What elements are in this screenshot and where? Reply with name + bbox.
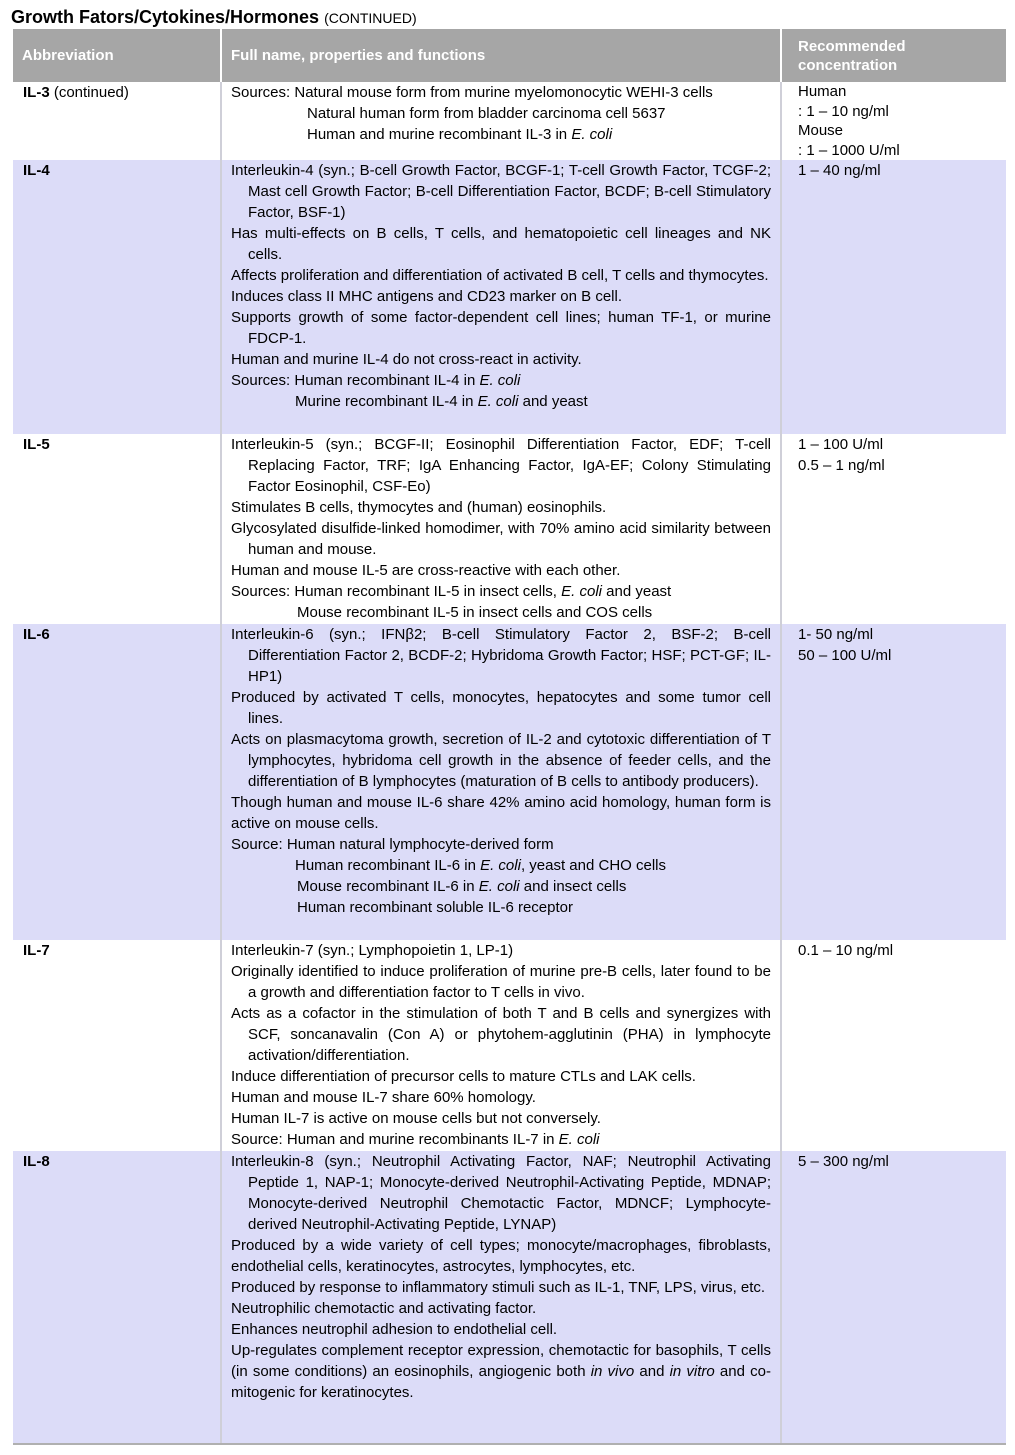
concentration-value: 0.5 – 1 ng/ml	[798, 457, 885, 474]
description-paragraph: Interleukin-6 (syn.; IFNβ2; B-cell Stimulatory Factor 2, BSF-2; B-cell Differentiation Factor 2, BCDF-2; Hybridoma Growth Factor; HSF; PCT-GF; IL-HP1)	[231, 626, 771, 685]
table-row	[13, 434, 1006, 624]
concentration-value: 0.1 – 10 ng/ml	[798, 942, 894, 959]
abbreviation: IL-3	[23, 84, 50, 101]
sources-line: Sources: Human recombinant IL-5 in insect cells, E. coli and yeast	[231, 583, 672, 600]
concentration-value: : 1 – 1000 U/ml	[798, 141, 900, 159]
description-paragraph: Interleukin-7 (syn.; Lymphopoietin 1, LP-1)	[231, 942, 514, 959]
description-cell	[221, 940, 781, 1151]
abbreviation-cell	[13, 160, 221, 434]
table-row	[13, 160, 1006, 434]
description-cell	[221, 82, 781, 160]
sources-line: Murine recombinant IL-4 in E. coli and yeast	[295, 393, 588, 410]
abbreviation-cell	[13, 940, 221, 1151]
concentration-cell	[781, 160, 1006, 434]
description-cell	[221, 1151, 781, 1445]
description-paragraph: Stimulates B cells, thymocytes and (human) eosinophils.	[231, 499, 607, 516]
description-cell	[221, 434, 781, 624]
page-title-text: Growth Fators/Cytokines/Hormones	[11, 7, 320, 27]
concentration-cell	[781, 624, 1006, 940]
sources-line: Mouse recombinant IL-6 in E. coli and insect cells	[297, 878, 627, 895]
description-cell	[221, 624, 781, 940]
description-paragraph: Induces class II MHC antigens and CD23 marker on B cell.	[231, 288, 623, 305]
description-paragraph: Human and mouse IL-7 share 60% homology.	[231, 1089, 536, 1106]
concentration-cell	[781, 940, 1006, 1151]
description-paragraph: Enhances neutrophil adhesion to endothelial cell.	[231, 1321, 558, 1338]
description-paragraph: Produced by activated T cells, monocytes, hepatocytes and some tumor cell lines.	[231, 689, 771, 727]
description-paragraph: Induce differentiation of precursor cells to mature CTLs and LAK cells.	[231, 1068, 696, 1085]
abbreviation: IL-5	[23, 436, 50, 453]
sources-line: Sources: Human recombinant IL-4 in E. coli	[231, 372, 521, 389]
description-paragraph: Human and mouse IL-5 are cross-reactive with each other.	[231, 562, 621, 579]
sources-line: Natural human form from bladder carcinoma cell 5637	[307, 105, 666, 122]
description-paragraph: Supports growth of some factor-dependent cell lines; human TF-1, or murine FDCP-1.	[231, 309, 771, 347]
abbreviation-cell	[13, 82, 221, 160]
concentration-value: 5 – 300 ng/ml	[798, 1153, 889, 1170]
page-title	[11, 6, 417, 29]
description-paragraph: Affects proliferation and differentiation of activated B cell, T cells and thymocytes.	[231, 267, 769, 284]
concentration-value: Mouse	[798, 122, 844, 139]
header-abbreviation: Abbreviation	[13, 29, 221, 82]
description-paragraph: Glycosylated disulfide-linked homodimer, with 70% amino acid similarity between human and mouse.	[231, 520, 771, 558]
concentration-value: Human	[798, 83, 847, 100]
description-paragraph: Has multi-effects on B cells, T cells, and hematopoietic cell lineages and NK cells.	[231, 225, 771, 263]
concentration-value: 1 – 100 U/ml	[798, 436, 884, 453]
description-paragraph: Acts as a cofactor in the stimulation of both T and B cells and synergizes with SCF, soncanavalin (Con A) or phytohem-agglutinin (PHA) in lymphocyte activation/differentiation.	[231, 1005, 771, 1064]
abbreviation: IL-7	[23, 942, 50, 959]
abbreviation-cell	[13, 434, 221, 624]
concentration-value: 1- 50 ng/ml	[798, 626, 874, 643]
concentration-value: 50 – 100 U/ml	[798, 647, 892, 664]
concentration-value: : 1 – 10 ng/ml	[798, 102, 889, 120]
table-row	[13, 82, 1006, 160]
table-header-row	[13, 29, 1006, 82]
description-paragraph: Originally identified to induce proliferation of murine pre-B cells, later found to be a growth and differentiation factor to T cells in vivo.	[231, 963, 771, 1001]
page-title-suffix: (CONTINUED)	[324, 10, 417, 26]
abbreviation: IL-8	[23, 1153, 50, 1170]
abbreviation: IL-4	[23, 162, 50, 179]
table-row	[13, 1151, 1006, 1445]
sources-line: Human and murine recombinant IL-3 in E. coli	[307, 126, 613, 143]
table-row	[13, 940, 1006, 1151]
header-full-name: Full name, properties and functions	[221, 29, 781, 82]
description-paragraph: Interleukin-8 (syn.; Neutrophil Activating Factor, NAF; Neutrophil Activating Peptide 1, NAP-1; Monocyte-derived Neutrophil-Activating Peptide, MDNAP; Monocyte-derived Neutrophil Chemotactic Factor, MDNCF; Lymphocyte-derived Neutrophil-Activating Peptide, LYNAP)	[231, 1153, 771, 1233]
concentration-value: 1 – 40 ng/ml	[798, 162, 881, 179]
header-concentration: Recommended concentration	[781, 29, 1006, 82]
description-paragraph: Up-regulates complement receptor expression, chemotactic for basophils, T cells (in some conditions) an eosinophils, angiogenic both in vivo and in vitro and co-mitogenic for keratinocytes.	[231, 1342, 771, 1401]
sources-line: Human recombinant soluble IL-6 receptor	[297, 899, 573, 916]
table-bottom-rule	[13, 1443, 1006, 1445]
description-paragraph: Produced by a wide variety of cell types; monocyte/macrophages, fibroblasts, endothelial cells, keratinocytes, astrocytes, lymphocytes, etc.	[231, 1237, 771, 1275]
description-paragraph: Interleukin-5 (syn.; BCGF-II; Eosinophil Differentiation Factor, EDF; T-cell Replacing Factor, TRF; IgA Enhancing Factor, IgA-EF; Colony Stimulating Factor Eosinophil, CSF-Eo)	[231, 436, 771, 495]
concentration-cell	[781, 1151, 1006, 1445]
description-paragraph: Interleukin-4 (syn.; B-cell Growth Factor, BCGF-1; T-cell Growth Factor, TCGF-2; Mast cell Growth Factor; B-cell Differentiation Factor, BCDF; B-cell Stimulatory Factor, BSF-1)	[231, 162, 771, 221]
abbreviation-suffix: (continued)	[49, 84, 129, 101]
abbreviation-cell	[13, 624, 221, 940]
sources-line: Human recombinant IL-6 in E. coli, yeast and CHO cells	[295, 857, 667, 874]
cytokine-table	[13, 29, 1006, 1445]
description-paragraph: Produced by response to inflammatory stimuli such as IL-1, TNF, LPS, virus, etc.	[231, 1279, 766, 1296]
description-paragraph: Acts on plasmacytoma growth, secretion of IL-2 and cytotoxic differentiation of T lymphocytes, hybridoma cell growth in the absence of feeder cells, and the differentiation of B lymphocytes (maturation of B cells to antibody producers).	[231, 731, 771, 790]
description-paragraph: Human IL-7 is active on mouse cells but not conversely.	[231, 1110, 601, 1127]
concentration-cell	[781, 434, 1006, 624]
concentration-cell	[781, 82, 1006, 160]
description-paragraph: Human and murine IL-4 do not cross-react in activity.	[231, 351, 582, 368]
sources-line: Source: Human and murine recombinants IL-7 in E. coli	[231, 1131, 600, 1148]
description-cell	[221, 160, 781, 434]
description-paragraph: Though human and mouse IL-6 share 42% amino acid homology, human form is active on mouse cells.	[231, 794, 771, 832]
abbreviation-cell	[13, 1151, 221, 1445]
abbreviation: IL-6	[23, 626, 50, 643]
sources-line: Mouse recombinant IL-5 in insect cells and COS cells	[297, 604, 653, 621]
table-row	[13, 624, 1006, 940]
description-paragraph: Neutrophilic chemotactic and activating factor.	[231, 1300, 537, 1317]
sources-line: Sources: Natural mouse form from murine myelomonocytic WEHI-3 cells	[231, 84, 713, 101]
sources-line: Source: Human natural lymphocyte-derived form	[231, 836, 554, 853]
